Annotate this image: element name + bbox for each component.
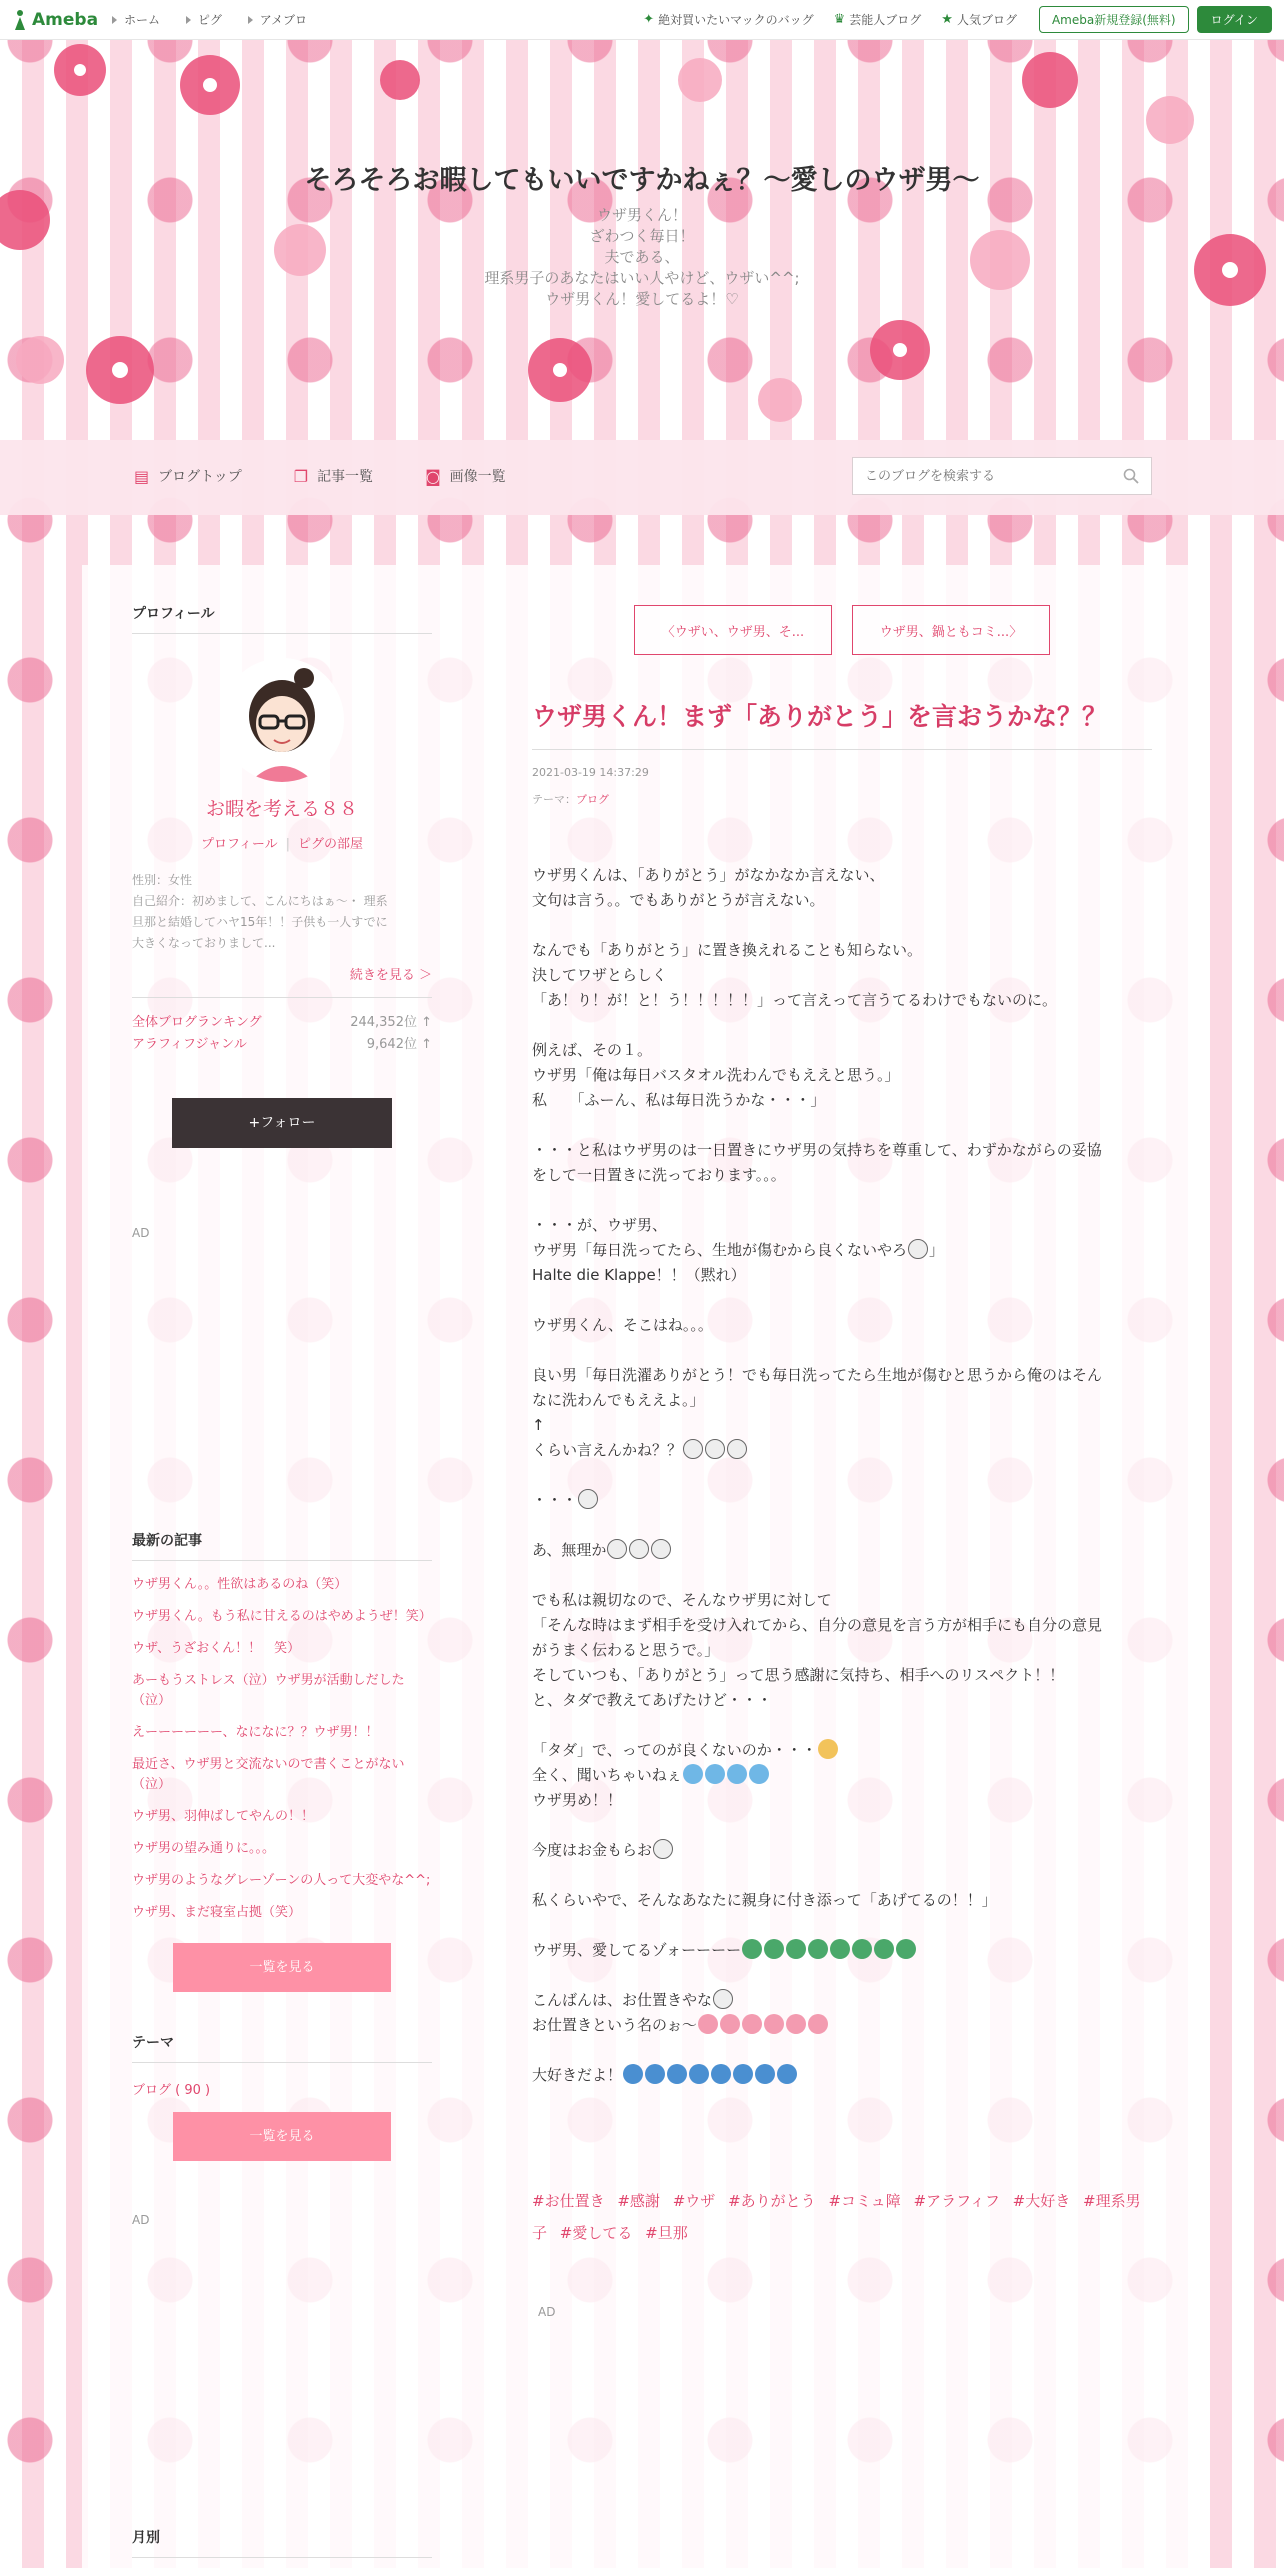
profile-link[interactable]: プロフィール <box>200 837 278 852</box>
article-line: 「あ！り！が！と！う！！！！！」って言えって言うてるわけでもないのに。 <box>532 991 1058 1009</box>
article-line <box>532 1288 1152 1313</box>
article-line: ウザ男くんは、「ありがとう」がなかなか言えない、 <box>532 866 885 884</box>
emoji-icon <box>830 1939 850 1959</box>
register-button[interactable]: Ameba新規登録(無料) <box>1039 6 1189 33</box>
global-nav-home[interactable]: ホーム <box>112 11 160 28</box>
article-line: なに洗わんでもええよ。」 <box>532 1391 705 1409</box>
article-theme-link[interactable]: ブログ <box>576 793 609 806</box>
article-line <box>532 1563 1152 1588</box>
article-line: 文句は言う。。でもありがとうが言えない。 <box>532 891 825 909</box>
blog-description-line: ウザ男くん！愛してるよ！♡ <box>545 290 739 308</box>
ranking-row <box>132 1012 432 1034</box>
emoji-icon <box>689 2064 709 2084</box>
article-line <box>532 1188 1152 1213</box>
see-article-list-button[interactable]: 一覧を見る <box>173 1943 391 1992</box>
article-line <box>532 1513 1152 1538</box>
emoji-icon <box>711 2064 731 2084</box>
article-line-with-emoji <box>532 2013 1152 2038</box>
ranking-divider <box>132 997 432 998</box>
nav-article-list-label: 記事一覧 <box>317 469 374 485</box>
pig-room-link[interactable]: ピグの部屋 <box>298 837 364 852</box>
theme-item-blog[interactable]: ブログ ( 90 ) <box>132 2083 211 2098</box>
ranking-label[interactable]: 全体ブログランキング <box>132 1015 262 1030</box>
blog-nav-links <box>134 466 558 486</box>
hashtag[interactable]: #愛してる <box>559 2224 633 2242</box>
emoji-icon <box>645 2064 665 2084</box>
hashtag[interactable]: #お仕置き <box>532 2192 605 2210</box>
monthly-heading: 月別 <box>132 2527 432 2558</box>
article-title[interactable]: ウザ男くん！まず「ありがとう」を言おうかな？？ <box>532 697 1152 750</box>
profile-links <box>132 833 432 852</box>
hashtag-list <box>532 2185 1152 2249</box>
nav-article-list[interactable] <box>294 466 373 486</box>
latest-articles-heading: 最新の記事 <box>132 1530 432 1561</box>
article-line-with-emoji <box>532 1488 1152 1513</box>
article-pager <box>532 605 1152 655</box>
ranking-value: 244,352位 ↑ <box>350 1015 432 1030</box>
emoji-icon <box>705 1439 725 1459</box>
emoji-icon <box>653 1839 673 1859</box>
ranking-value: 9,642位 ↑ <box>366 1037 432 1052</box>
blog-description-line: 夫である、 <box>604 248 680 266</box>
blog-description-line: 理系男子のあなたはいい人やけど、ウザい^^; <box>484 269 800 287</box>
emoji-icon <box>777 2064 797 2084</box>
hashtag[interactable]: #感謝 <box>617 2192 660 2210</box>
profile-links-separator: | <box>285 837 291 852</box>
article-line <box>532 1113 1152 1138</box>
article-line-with-emoji <box>532 1738 1152 1763</box>
emoji-icon <box>623 2064 643 2084</box>
article-line-text: 今度はお金もらお <box>532 1841 653 1859</box>
article-date: 2021-03-19 14:37:29 <box>532 766 649 779</box>
emoji-icon <box>764 2014 784 2034</box>
emoji-icon <box>727 1764 747 1784</box>
article-line: なんでも「ありがとう」に置き換えれることも知らない。 <box>532 941 923 959</box>
emoji-icon <box>749 1764 769 1784</box>
crown-icon: ♛ <box>833 12 846 27</box>
emoji-icon <box>755 2064 775 2084</box>
article-line: ・・・が、ウザ男、 <box>532 1216 668 1234</box>
latest-article-item[interactable]: 最近さ、ウザ男と交流ないので書くことがない（泣） <box>132 1757 405 1792</box>
article-line-text: こんばんは、お仕置きやな <box>532 1991 713 2009</box>
article-theme-label: テーマ： <box>532 793 576 806</box>
latest-article-item[interactable]: ウザ男のようなグレーゾーンの人って大変やな^^; <box>132 1873 431 1888</box>
latest-article-item[interactable]: ウザ男の望み通りに。。。 <box>132 1841 276 1856</box>
latest-article-item[interactable]: ウザ男、まだ寝室占拠（笑） <box>132 1905 302 1920</box>
document-icon: ▤ <box>134 466 150 486</box>
nav-blog-top[interactable] <box>134 466 242 486</box>
article-line-text: お仕置きという名のぉ〜 <box>532 2016 697 2034</box>
latest-article-item[interactable]: えーーーーーー、なになに？？ウザ男！！ <box>132 1725 379 1740</box>
profile-name[interactable]: お暇を考える８８ <box>205 798 358 820</box>
link-popular-blog[interactable] <box>941 11 1017 28</box>
emoji-icon <box>727 1439 747 1459</box>
article-line <box>532 1863 1152 1888</box>
article-line-text: 全く、聞いちゃいねぇ <box>532 1766 682 1784</box>
emoji-icon <box>786 2014 806 2034</box>
article-line: ・・・と私はウザ男のは一日置きにウザ男の気持ちを尊重して、わずかながらの妥協 <box>532 1141 1102 1159</box>
global-nav-ameblo[interactable]: アメブロ <box>248 11 307 28</box>
emoji-icon <box>808 1939 828 1959</box>
article-line: 例えば、その１。 <box>532 1041 653 1059</box>
link-celebrity-blog-label: 芸能人ブログ <box>849 13 922 27</box>
profile-info-line: 旦那と結婚してハヤ15年！！子供も一人すでに <box>132 915 388 929</box>
chevron-right-icon: 〉 <box>1009 624 1023 640</box>
emoji-icon <box>713 1989 733 2009</box>
prev-article-label: ウザい、ウザ男、そ... <box>674 624 805 640</box>
article-line-with-emoji <box>532 1988 1152 2013</box>
article-line: をして一日置きに洗っております。。。 <box>532 1166 786 1184</box>
emoji-icon <box>667 2064 687 2084</box>
emoji-icon <box>683 1439 703 1459</box>
article-line <box>532 1713 1152 1738</box>
profile-read-more[interactable]: 続きを見る ＞ <box>349 968 432 983</box>
article-line: 「そんな時はまず相手を受け入れてから、自分の意見を言う方が相手にも自分の意見 <box>532 1616 1103 1634</box>
article-line <box>532 1463 1152 1488</box>
ad-label: AD <box>132 2213 150 2227</box>
theme-heading: テーマ <box>132 2032 432 2063</box>
hashtag[interactable]: #旦那 <box>645 2224 688 2242</box>
latest-article-item[interactable]: ウザ、うざおくん！！ 笑） <box>132 1641 301 1656</box>
latest-article-item[interactable]: ウザ男くん。。性欲はあるのね（笑） <box>132 1577 348 1592</box>
article-line: 私 「ふーん、私は毎日洗うかな・・・」 <box>532 1091 826 1109</box>
article-line <box>532 1963 1152 1988</box>
emoji-icon <box>742 1939 762 1959</box>
emoji-icon <box>578 1489 598 1509</box>
ameba-logo-icon <box>12 9 28 31</box>
emoji-icon <box>683 1764 703 1784</box>
link-popular-blog-label: 人気ブログ <box>956 13 1017 27</box>
article-line <box>532 1813 1152 1838</box>
prev-article-button[interactable] <box>634 605 832 655</box>
article-line: ウザ男「俺は毎日バスタオル洗わんでもええと思う。」 <box>532 1066 900 1084</box>
chevron-left-icon: 〈 <box>661 624 675 640</box>
emoji-icon <box>818 1739 838 1759</box>
profile-info-line: 自己紹介：初めまして、こんにちはぁ〜・ 理系 <box>132 894 388 908</box>
latest-article-item[interactable]: ウザ男くん。もう私に甘えるのはやめようぜ！笑） <box>132 1609 432 1624</box>
global-topbar <box>0 0 1284 40</box>
avatar[interactable] <box>220 658 344 782</box>
content-sheet <box>82 565 1202 2568</box>
article-line: ↑ <box>532 1416 545 1434</box>
blog-description-line: ウザ男くん！ <box>596 206 687 224</box>
star-icon: ★ <box>941 12 953 27</box>
global-right-links <box>623 6 1272 33</box>
article-line <box>532 913 1152 938</box>
article-line-with-emoji: ウザ男「毎日洗ってたら、生地が傷むから良くないやろ 」 <box>532 1241 945 1259</box>
hashtag[interactable]: #理系男子 <box>532 2192 1141 2242</box>
emoji-icon <box>651 1539 671 1559</box>
article-theme <box>532 791 609 807</box>
emoji-icon <box>764 1939 784 1959</box>
sparkle-icon: ✦ <box>643 12 655 27</box>
emoji-icon <box>808 2014 828 2034</box>
emoji-icon <box>786 1939 806 1959</box>
ad-label: AD <box>538 2305 556 2319</box>
link-mac-bag[interactable] <box>643 11 813 28</box>
article-line <box>532 1013 1152 1038</box>
nav-image-list[interactable] <box>425 466 506 486</box>
search-icon[interactable] <box>1123 468 1139 484</box>
article-line: と、タダで教えてあげたけど・・・ <box>532 1691 773 1709</box>
blog-nav <box>0 440 1284 515</box>
nav-image-list-label: 画像一覧 <box>449 469 506 485</box>
emoji-icon <box>607 1539 627 1559</box>
search-input[interactable] <box>865 469 1123 484</box>
blog-title[interactable]: そろそろお暇してもいいですかねぇ？〜愛しのウザ男〜 <box>304 165 980 196</box>
link-celebrity-blog[interactable] <box>834 11 922 28</box>
emoji-icon <box>705 1764 725 1784</box>
article-body <box>532 863 1152 2088</box>
emoji-icon <box>896 1939 916 1959</box>
article-line: でも私は親切なので、そんなウザ男に対して <box>532 1591 832 1609</box>
profile-info <box>132 870 432 954</box>
article-line: がうまく伝わると思うで。」 <box>532 1641 720 1659</box>
emoji-icon <box>720 2014 740 2034</box>
ranking-label[interactable]: アラフィフジャンル <box>132 1037 247 1052</box>
sidebar <box>132 565 432 2558</box>
article-line-with-emoji <box>532 1938 1152 1963</box>
login-button[interactable]: ログイン <box>1197 6 1272 33</box>
latest-article-item[interactable]: ウザ男、羽伸ばしてやんの！！ <box>132 1809 315 1824</box>
article-line-text: あ、無理か <box>532 1541 607 1559</box>
next-article-label: ウザ男、鍋ともコミ... <box>879 624 1010 640</box>
global-nav-pig[interactable]: ピグ <box>186 11 222 28</box>
latest-articles-list <box>132 1569 432 1929</box>
ranking-row <box>132 1034 432 1056</box>
blog-description-line: ざわつく毎日！ <box>589 227 695 245</box>
emoji-icon <box>874 1939 894 1959</box>
article-line-with-emoji <box>532 1538 1152 1563</box>
article-line <box>532 1913 1152 1938</box>
article-line-text: ・・・ <box>532 1491 578 1509</box>
emoji-icon <box>852 1939 872 1959</box>
emoji-icon <box>742 2014 762 2034</box>
article-line-text: くらい言えんかね？？ <box>532 1441 683 1459</box>
article-line: ウザ男くん、そこはね。。。 <box>532 1316 713 1334</box>
article-line: Halte die Klappe！！（黙れ） <box>532 1266 746 1284</box>
emoji-icon <box>733 2064 753 2084</box>
hashtag[interactable]: #アラフィフ <box>913 2192 1000 2210</box>
article-line-with-emoji <box>532 1763 1152 1788</box>
nav-blog-top-label: ブログトップ <box>158 469 242 485</box>
ameba-logo-text: Ameba <box>32 9 99 30</box>
emoji-icon <box>698 2014 718 2034</box>
ameba-logo[interactable] <box>12 9 98 31</box>
follow-button[interactable]: +フォロー <box>172 1098 392 1148</box>
blog-header <box>0 40 1284 440</box>
global-nav <box>112 11 329 28</box>
article-line-text: 「タダ」で、ってのが良くないのか・・・ <box>532 1741 817 1759</box>
article-line: ウザ男め！！ <box>532 1791 623 1809</box>
article-line-text: ウザ男、愛してるゾォーーーー <box>532 1941 742 1959</box>
article-line <box>532 1338 1152 1363</box>
profile-info-line: 大きくなっておりまして... <box>132 936 276 950</box>
rankings <box>132 1012 432 1056</box>
camera-icon: ◙ <box>425 466 441 486</box>
article-line-with-emoji <box>532 1838 1152 1863</box>
article-line: 良い男「毎日洗濯ありがとう！でも毎日洗ってたら生地が傷むと思うから俺のはそん <box>532 1366 1103 1384</box>
article-line: 決してワザとらしく <box>532 966 668 984</box>
ad-label: AD <box>132 1226 150 1240</box>
copy-icon: ❐ <box>293 466 309 486</box>
blog-search <box>852 457 1152 495</box>
next-article-button[interactable] <box>852 605 1050 655</box>
see-theme-list-button[interactable]: 一覧を見る <box>173 2112 391 2161</box>
hashtag[interactable]: #ありがとう <box>728 2192 816 2210</box>
hashtag[interactable]: #大好き <box>1012 2192 1071 2210</box>
article-line: 私くらいやで、そんなあなたに親身に付き添って「あげてるの！！」 <box>532 1891 997 1909</box>
article-line-text: 大好きだよ！ <box>532 2066 623 2084</box>
profile-info-line: 性別：女性 <box>132 873 193 887</box>
article-line-with-emoji <box>532 2063 1152 2088</box>
profile-heading: プロフィール <box>132 603 432 634</box>
article-line <box>532 2038 1152 2063</box>
hashtag[interactable]: #コミュ障 <box>828 2192 901 2210</box>
emoji-icon <box>629 1539 649 1559</box>
hashtag[interactable]: #ウザ <box>672 2192 716 2210</box>
article-line-text: ウザ男「毎日洗ってたら、生地が傷むから良くないやろ <box>532 1241 908 1259</box>
link-mac-bag-label: 絶対買いたいマックのバッグ <box>658 13 814 27</box>
article-line: そしていつも、「ありがとう」って思う感謝に気持ち、相手へのリスペクト！！ <box>532 1666 1065 1684</box>
blog-description <box>0 205 1284 310</box>
latest-article-item[interactable]: あーもうストレス（泣）ウザ男が活動しだした（泣） <box>132 1673 405 1708</box>
emoji-icon <box>908 1239 928 1259</box>
article-line-with-emoji <box>532 1438 1152 1463</box>
